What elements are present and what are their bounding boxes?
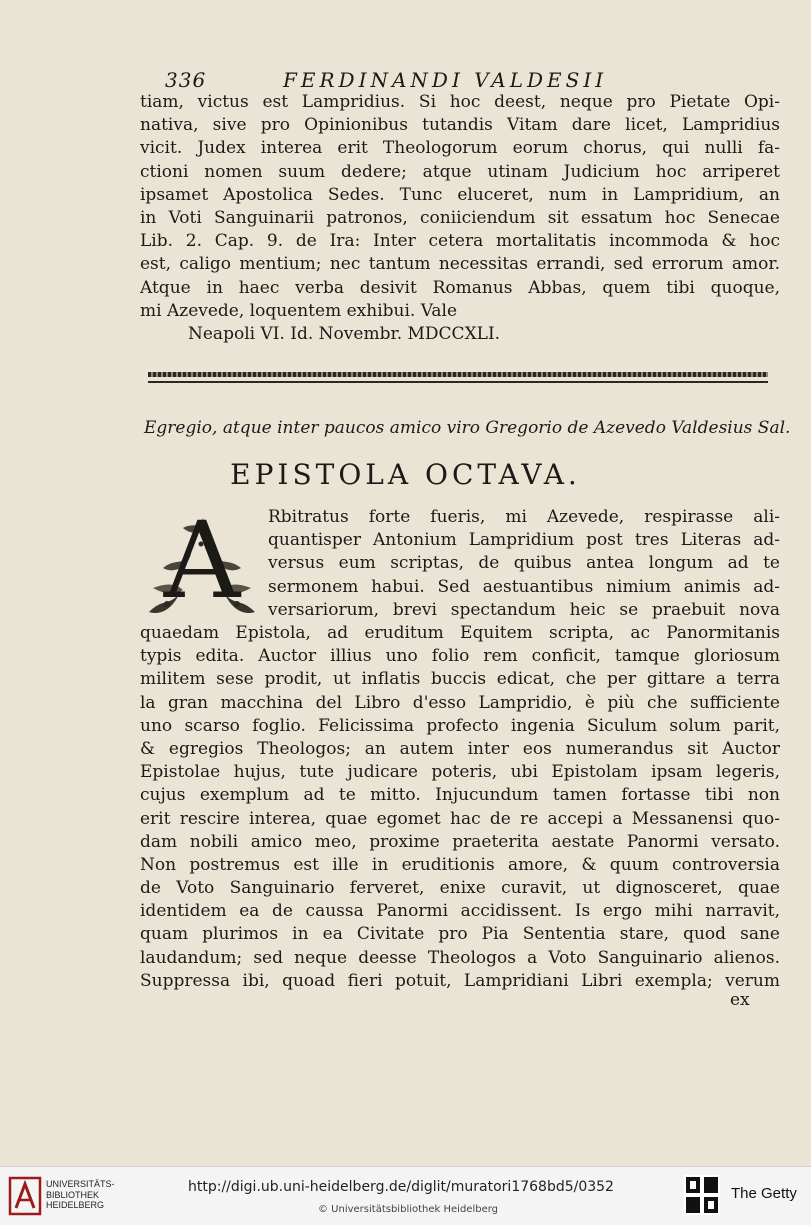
copyright-notice: © Universitätsbibliothek Heidelberg: [318, 1204, 499, 1215]
text-line: erit rescire interea, quae egomet hac de re accepi a Messanensi quo-: [140, 808, 780, 829]
opening-lines: [268, 506, 780, 622]
text-line: tiam, victus est Lampridius. Si hoc deest, neque pro Pietate Opi-: [140, 92, 780, 112]
text-line: cujus exemplum ad te mitto. Injucundum tamen fortasse tibi non: [140, 785, 780, 806]
text-line: Atque in haec verba desivit Romanus Abbas, quem tibi quoque,: [140, 277, 780, 298]
date-line: Neapoli VI. Id. Novembr. MDCCXLI.: [188, 323, 501, 344]
permalink[interactable]: http://digi.ub.uni-heidelberg.de/diglit/muratori1768bd5/0352: [188, 1179, 614, 1195]
text-line: militem sese prodit, ut inflatis buccis edicat, che per gittare a terra: [140, 669, 780, 690]
text-line: & egregios Theologos; an autem inter eos numerandus sit Auctor: [140, 738, 780, 759]
text-line: uno scarso foglio. Felicissima profecto ingenia Siculum solum parit,: [140, 715, 780, 736]
text-line: versus eum scriptas, de quibus antea longum ad te: [268, 553, 780, 574]
ornamental-rule: [148, 372, 768, 377]
text-line: in Voti Sanguinarii patronos, coniiciendum sit essatum hoc Senecae: [140, 207, 780, 228]
text-line: mi Azevede, loquentem exhibui. Vale: [140, 300, 458, 321]
text-line: quantisper Antonium Lampridium post tres Literas ad-: [268, 530, 780, 551]
library-name: UNIVERSITÄTS- BIBLIOTHEK HEIDELBERG: [46, 1179, 115, 1210]
body-paragraph: [140, 622, 780, 993]
letter-heading: EPISTOLA OCTAVA.: [230, 458, 581, 491]
text-line: de Voto Sanguinario ferveret, enixe curavit, ut dignosceret, quae: [140, 878, 780, 899]
text-line: sermonem habui. Sed aestuantibus nimium animis ad-: [268, 576, 780, 597]
getty-label: The Getty: [731, 1185, 797, 1202]
text-line: dam nobili amico meo, proxime praeterita aestate Panormi versato.: [140, 831, 780, 852]
text-line: identidem ea de caussa Panormi accidissent. Is ergo mihi narravit,: [140, 901, 780, 922]
text-line: Lib. 2. Cap. 9. de Ira: Inter cetera mortalitatis incommoda & hoc: [140, 231, 780, 252]
letter-address: Egregio, atque inter paucos amico viro Gregorio de Azevedo Valdesius Sal.: [144, 418, 791, 438]
page-number: 336: [165, 68, 207, 92]
getty-logo-icon: [684, 1175, 720, 1215]
text-line: vicit. Judex interea erit Theologorum eorum chorus, qui nulli fa-: [140, 138, 780, 159]
text-line: est, caligo mentium; nec tantum necessitas errandi, sed errorum amor.: [140, 254, 780, 275]
text-line: ipsamet Apostolica Sedes. Tunc eluceret, num in Lampridium, an: [140, 184, 780, 205]
text-line: quam plurimos in ea Civitate pro Pia Sententia stare, quod sane: [140, 924, 780, 945]
text-line: Suppressa ibi, quoad fieri potuit, Lampridiani Libri exempla; verum: [140, 970, 780, 991]
decorated-initial: [143, 499, 261, 622]
catchword: ex: [730, 990, 750, 1010]
text-line: typis edita. Auctor illius uno folio rem conficit, tamque gloriosum: [140, 646, 780, 667]
top-paragraph: [140, 91, 780, 346]
text-line: Non postremus est ille in eruditionis amore, & quum controversia: [140, 854, 780, 875]
text-line: ctioni nomen suum dedere; atque utinam Judicium hoc arriperet: [140, 161, 780, 182]
viewer-footer: [0, 1166, 811, 1225]
text-line: Rbitratus forte fueris, mi Azevede, respirasse ali-: [268, 507, 780, 527]
initial-letter: A: [163, 499, 241, 622]
text-line: Epistolae hujus, tute judicare poteris, ubi Epistolam ipsam legeris,: [140, 762, 780, 783]
text-line: laudandum; sed neque deesse Theologos a Voto Sanguinario alienos.: [140, 947, 780, 968]
text-line: quaedam Epistola, ad eruditum Equitem scripta, ac Panormitanis: [140, 623, 780, 643]
running-title: FERDINANDI VALDESII: [283, 68, 608, 92]
text-line: nativa, sive pro Opinionibus tutandis Vitam dare licet, Lampridius: [140, 115, 780, 136]
text-line: versariorum, brevi spectandum heic se praebuit nova: [268, 599, 780, 620]
university-library-logo-icon: [8, 1176, 42, 1216]
divider-rule: [148, 381, 768, 383]
text-line: la gran macchina del Libro d'esso Lampridio, è più che sufficiente: [140, 692, 780, 713]
